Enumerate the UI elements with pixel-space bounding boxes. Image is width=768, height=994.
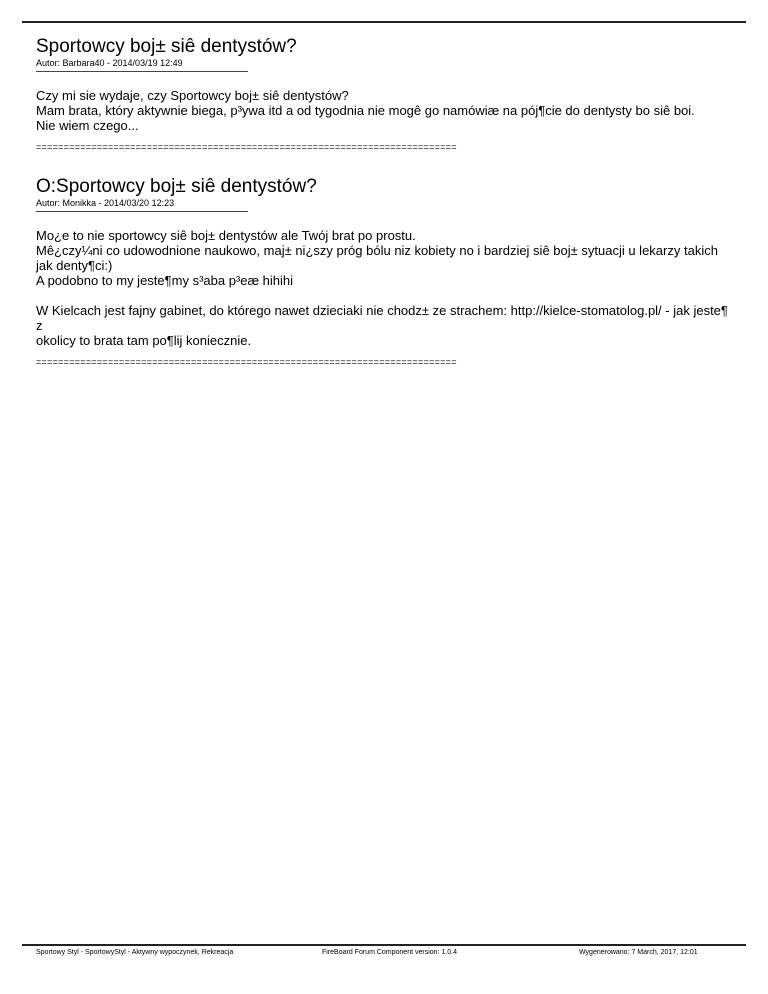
post-paragraph — [36, 228, 736, 288]
footer-component-version: FireBoard Forum Component version: 1.0.4 — [322, 949, 458, 956]
post-paragraph — [36, 303, 736, 348]
post-line: Mê¿czy¼ni co udowodnione naukowo, maj± ni¿szy próg bólu niz kobiety no i bardziej siê boj± sytuacji u lekarzy takich — [36, 243, 718, 258]
post-separator: ============================================================================ — [36, 142, 457, 152]
post-line: Nie wiem czego... — [36, 118, 139, 133]
post-line: Czy mi sie wydaje, czy Sportowcy boj± siê dentystów? — [36, 88, 349, 103]
forum-post — [36, 176, 736, 367]
post-line: A podobno to my jeste¶my s³aba p³eæ hihihi — [36, 273, 294, 288]
meta-divider — [36, 211, 248, 212]
footer-site-name: Sportowy Styl - SportowyStyl - Aktywny wypoczynek, Rekreacja — [36, 949, 234, 956]
post-line: okolicy to brata tam po¶lij koniecznie. — [36, 333, 252, 348]
forum-post — [36, 36, 736, 152]
post-body — [36, 88, 736, 133]
post-author-date: Autor: Barbara40 - 2014/03/19 12:49 — [36, 58, 183, 68]
post-author-date: Autor: Monikka - 2014/03/20 12:23 — [36, 198, 175, 208]
post-line: Mo¿e to nie sportowcy siê boj± dentystów ale Twój brat po prostu. — [36, 228, 416, 243]
post-paragraph — [36, 88, 736, 133]
post-line: jak denty¶ci:) — [36, 258, 113, 273]
post-line: Mam brata, który aktywnie biega, p³ywa itd a od tygodnia nie mogê go namówiæ na pój¶cie do dentysty bo siê boi. — [36, 103, 695, 118]
meta-divider — [36, 71, 248, 72]
post-line: W Kielcach jest fajny gabinet, do którego nawet dzieciaki nie chodz± ze strachem: http://kielce-stomatolog.pl/ - jak jeste¶ z — [36, 303, 728, 333]
bottom-rule — [22, 944, 746, 946]
top-rule — [22, 21, 746, 23]
post-title: Sportowcy boj± siê dentystów? — [36, 36, 297, 57]
post-body — [36, 228, 736, 348]
footer-generated-date: Wygenerowano: 7 March, 2017, 12:01 — [579, 949, 698, 956]
post-separator: ============================================================================ — [36, 357, 457, 367]
post-title: O:Sportowcy boj± siê dentystów? — [36, 176, 317, 197]
